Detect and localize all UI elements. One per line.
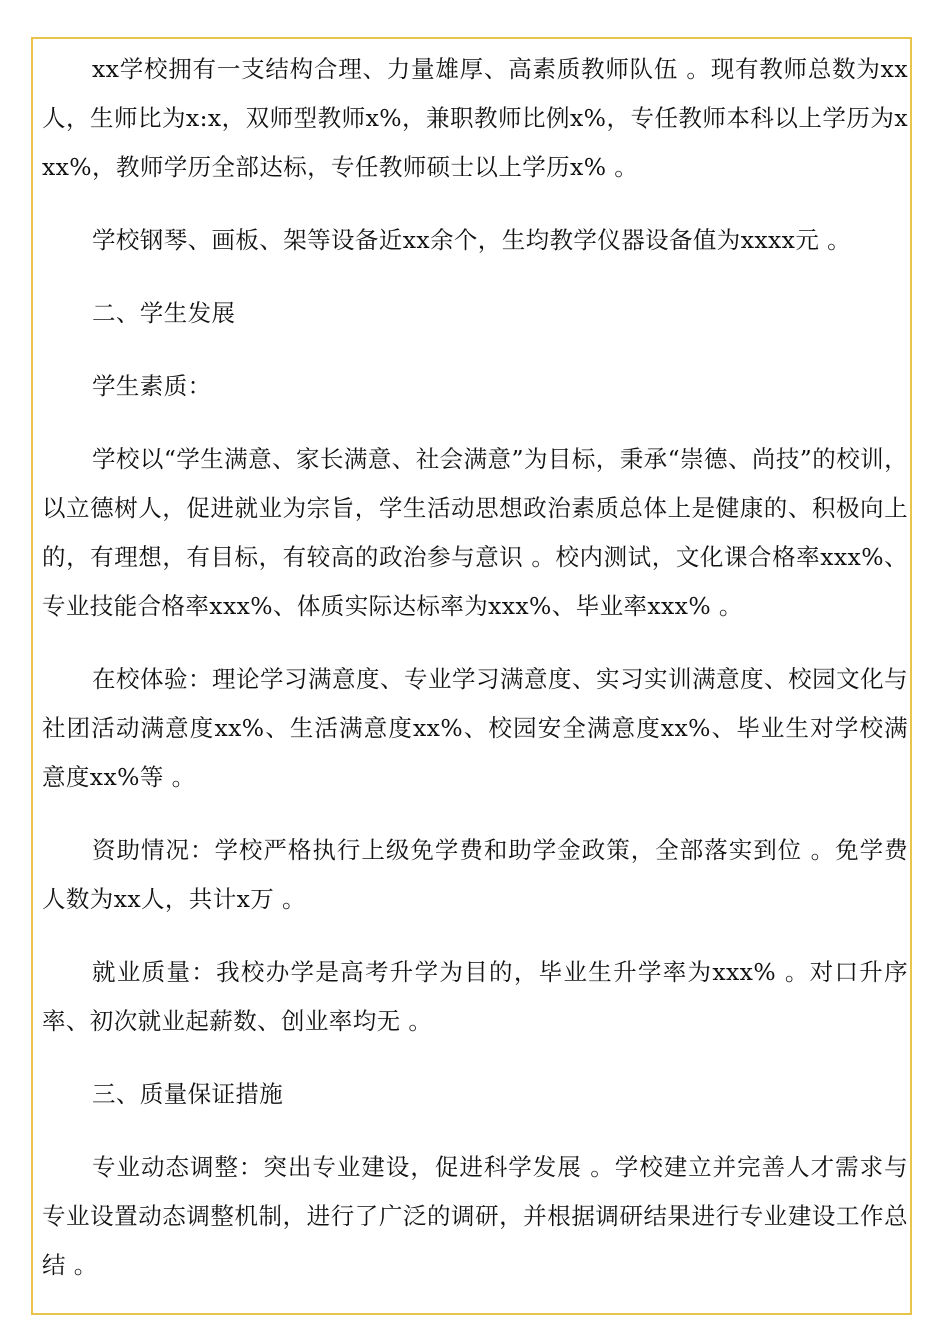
paragraph-teachers: xx学校拥有一支结构合理、力量雄厚、高素质教师队伍 。现有教师总数为xx人，生师比为x:x，双师型教师x%，兼职教师比例x%，专任教师本科以上学历为xxx%，教师学历全部达标，专任教师硕士以上学历x% 。: [42, 55, 908, 181]
document-body: [42, 45, 908, 1290]
subheading-student-quality: 学生素质：: [92, 372, 212, 400]
paragraph-program-adjustment: 专业动态调整：突出专业建设，促进科学发展 。学校建立并完善人才需求与专业设置动态调整机制，进行了广泛的调研，并根据调研结果进行专业建设工作总结 。: [42, 1153, 908, 1279]
section-heading-student-development: 二、学生发展: [92, 299, 236, 327]
section-heading-quality-assurance: 三、质量保证措施: [92, 1080, 284, 1108]
paragraph-equipment: 学校钢琴、画板、架等设备近xx余个，生均教学仪器设备值为xxxx元 。: [92, 226, 851, 254]
paragraph-student-quality: 学校以“学生满意、家长满意、社会满意”为目标，秉承“崇德、尚技”的校训，以立德树人，促进就业为宗旨，学生活动思想政治素质总体上是健康的、积极向上的，有理想，有目标，有较高的政治参与意识 。校内测试，文化课合格率xxx%、专业技能合格率xxx%、体质实际达标率为xxx%、毕业率xxx% 。: [42, 445, 908, 620]
paragraph-financial-aid: 资助情况：学校严格执行上级免学费和助学金政策，全部落实到位 。免学费人数为xx人，共计x万 。: [42, 836, 908, 913]
paragraph-campus-experience: 在校体验：理论学习满意度、专业学习满意度、实习实训满意度、校园文化与社团活动满意度xx%、生活满意度xx%、校园安全满意度xx%、毕业生对学校满意度xx%等 。: [42, 665, 908, 791]
paragraph-employment-quality: 就业质量：我校办学是高考升学为目的，毕业生升学率为xxx% 。对口升序率、初次就业起薪数、创业率均无 。: [42, 958, 908, 1035]
